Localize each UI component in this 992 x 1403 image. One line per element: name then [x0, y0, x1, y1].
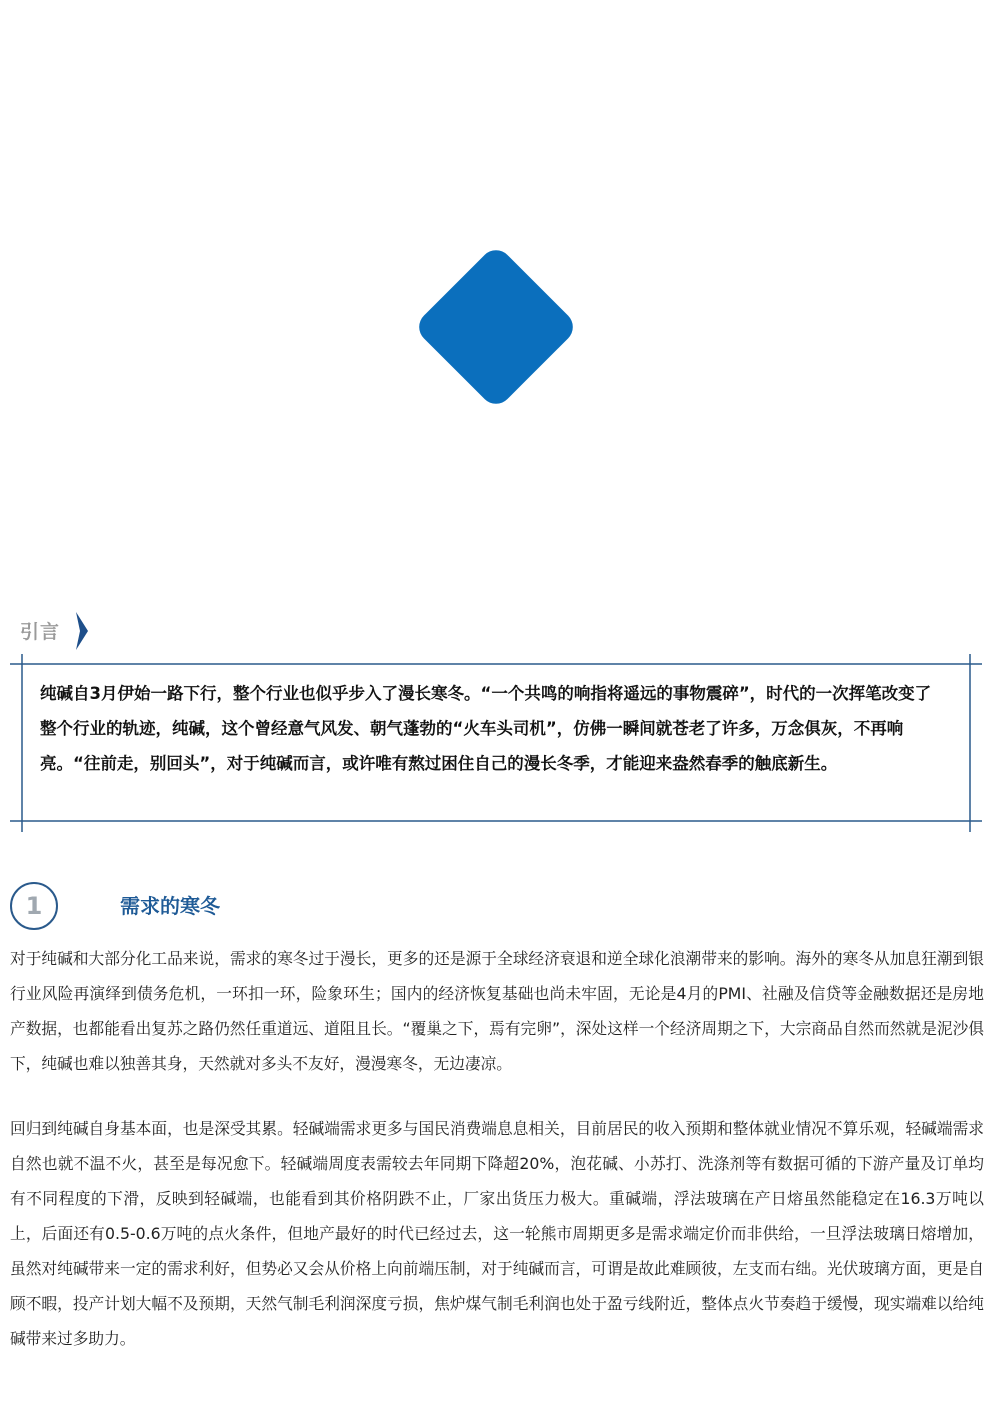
intro-label: 引言 — [20, 621, 61, 643]
intro-quote: 纯碱自3月伊始一路下行，整个行业也似乎步入了漫长寒冬。“一个共鸣的响指将遥远的事物震碎”，时代的一次挥笔改变了整个行业的轨迹，纯碱，这个曾经意气风发、朝气蓬勃的“火车头司机”，仿佛一瞬间就苍老了许多，万念俱灰，不再响亮。“往前走，别回头”，对于纯碱而言，或许唯有熬过困住自己的漫长冬季，才能迎来盎然春季的触底新生。 — [40, 684, 932, 773]
body-paragraph: 回归到纯碱自身基本面，也是深受其累。轻碱端需求更多与国民消费端息息相关，目前居民的收入预期和整体就业情况不算乐观，轻碱端需求自然也就不温不火，甚至是每况愈下。轻碱端周度表需较去年同期下降超20%，泡花碱、小苏打、洗涤剂等有数据可循的下游产量及订单均有不同程度的下滑，反映到轻碱端，也能看到其价格阴跌不止，厂家出货压力极大。重碱端，浮法玻璃在产日熔虽然能稳定在16.3万吨以上，后面还有0.5-0.6万吨的点火条件，但地产最好的时代已经过去，这一轮熊市周期更多是需求端定价而非供给，一旦浮法玻璃日熔增加，虽然对纯碱带来一定的需求利好，但势必又会从价格上向前端压制，对于纯碱而言，可谓是故此难顾彼，左支而右绌。光伏玻璃方面，更是自顾不暇，投产计划大幅不及预期，天然气制毛利润深度亏损，焦炉煤气制毛利润也处于盈亏线附近，整体点火节奏趋于缓慢，现实端难以给纯碱带来过多助力。 — [10, 1119, 984, 1348]
section-title: 需求的寒冬 — [120, 894, 220, 918]
section-number-badge: 1 — [10, 882, 58, 930]
body-paragraph: 对于纯碱和大部分化工品来说，需求的寒冬过于漫长，更多的还是源于全球经济衰退和逆全球化浪潮带来的影响。海外的寒冬从加息狂潮到银行业风险再演绎到债务危机，一环扣一环，险象环生；国内的经济恢复基础也尚未牢固，无论是4月的PMI、社融及信贷等金融数据还是房地产数据，也都能看出复苏之路仍然任重道远、道阻且长。“覆巢之下，焉有完卵”，深处这样一个经济周期之下，大宗商品自然而然就是泥沙俱下，纯碱也难以独善其身，天然就对多头不友好，漫漫寒冬，无边凄凉。 — [10, 949, 984, 1073]
arrow-marker-icon — [76, 612, 88, 650]
diamond-logo — [413, 244, 580, 411]
